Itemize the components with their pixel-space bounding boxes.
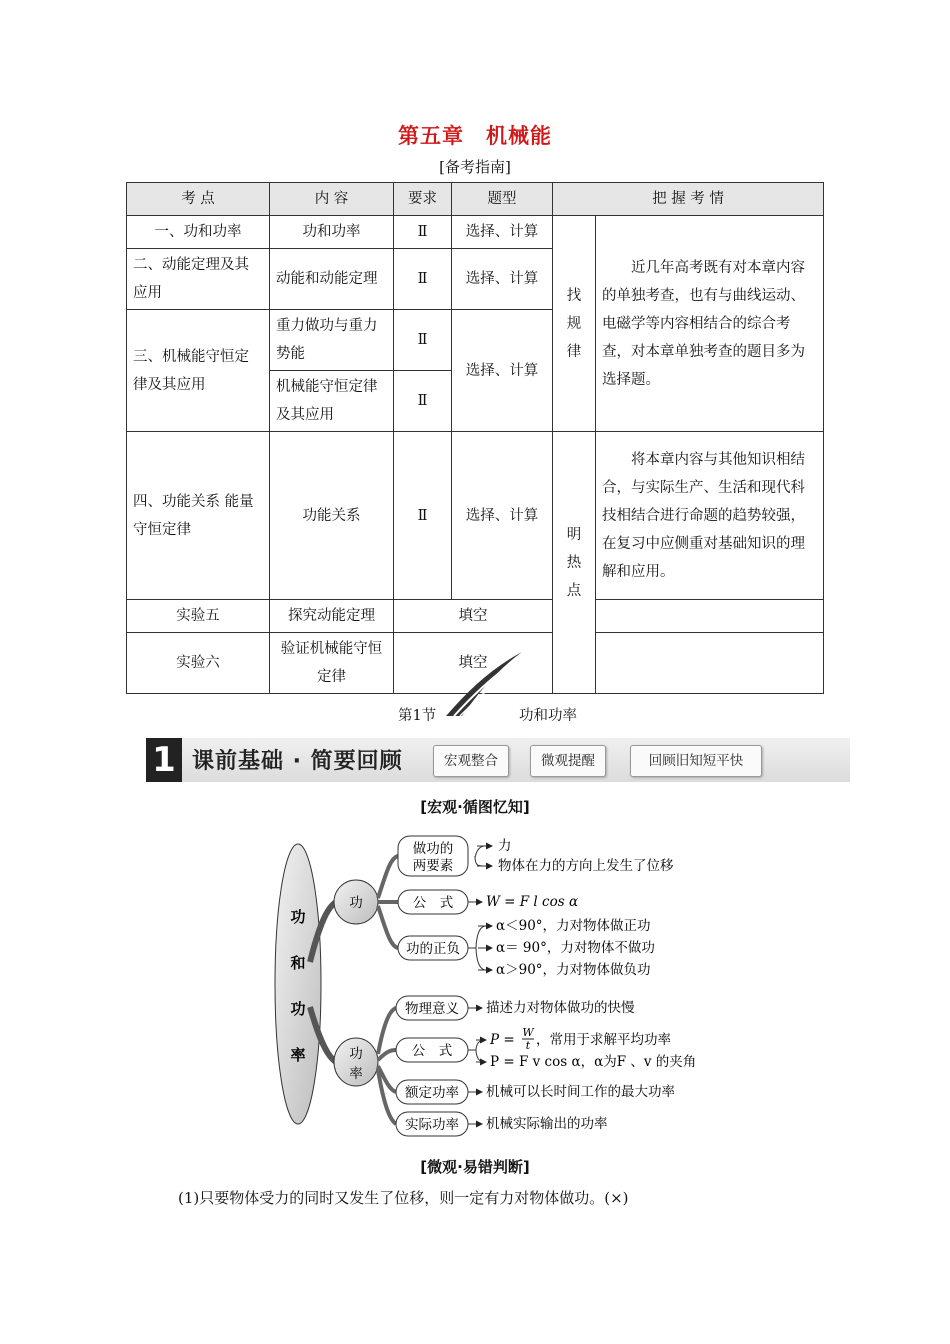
work-branch-formula: 公 式 [412,895,454,911]
micro-label: [微观·易错判断] [420,1158,530,1176]
banner-title: 课前基础 · 简要回顾 [192,749,403,774]
side-text-hotspot: 将本章内容与其他知识相结合，与实际生产、生活和现代科技相结合进行命题的趋势较强，在复习中应侧重对基础知识的理解和应用。 [596,432,824,600]
root-char: 功 [290,1000,306,1018]
content-cell: 验证机械能守恒定律 [270,633,394,694]
exam-guide-table [126,182,824,694]
power-node: 功 [349,1046,363,1062]
content-cell: 动能和动能定理 [270,249,394,310]
header-type: 题型 [452,183,553,216]
header-situation: 把 握 考 情 [553,183,824,216]
header-requirement: 要求 [394,183,452,216]
root-char: 率 [290,1046,306,1064]
type-cell: 选择、计算 [452,216,553,249]
type-cell: 选择、计算 [452,249,553,310]
req-cell: Ⅱ [394,371,452,432]
table-header-row [127,183,824,216]
swoosh-decoration-icon [440,648,530,720]
section-number: 第1节 [398,708,437,724]
root-char: 功 [290,908,306,926]
side-text-pattern: 近几年高考既有对本章内容的单独考查，也有与曲线运动、电磁学等内容相结合的综合考查，对本章单独考查的题目多为选择题。 [596,216,824,432]
type-cell: 选择、计算 [452,310,553,432]
topic-cell: 二、动能定理及其应用 [127,249,270,310]
pill-review: 回顾旧知短平快 [630,745,762,777]
req-cell: Ⅱ [394,249,452,310]
banner-badge: 1 [146,738,182,782]
type-cell: 填空 [394,600,553,633]
pill-macro: 宏观整合 [433,745,509,777]
req-cell: Ⅱ [394,310,452,371]
work-branch-elements: 做功的 [412,841,454,857]
power-avg-lhs: P = [490,1032,515,1048]
topic-cell: 四、功能关系 能量守恒定律 [127,432,270,600]
table-row [127,432,824,600]
work-sign-item: α＞90°，力对物体做负功 [496,962,651,978]
empty-cell [596,633,824,694]
topic-cell: 实验五 [127,600,270,633]
work-node: 功 [349,895,363,911]
header-content: 内 容 [270,183,394,216]
content-cell: 重力做功与重力势能 [270,310,394,371]
section-title: 功和功率 [519,708,577,724]
chapter-title: 第五章 机械能 [398,123,552,148]
power-branch-meaning: 物理意义 [405,1001,459,1017]
power-branch-rated: 额定功率 [405,1085,459,1101]
work-formula: W = F l cos α [486,894,579,910]
type-cell: 选择、计算 [452,432,553,600]
guide-label: [备考指南] [439,158,511,176]
content-cell: 机械能守恒定律及其应用 [270,371,394,432]
table-row [127,600,824,633]
work-branch-sign: 功的正负 [406,941,460,957]
power-avg-num: W [522,1026,534,1039]
work-item: 物体在力的方向上发生了位移 [498,858,674,874]
content-cell: 探究动能定理 [270,600,394,633]
power-avg-den: t [525,1039,531,1052]
side-label-hotspot: 明热点 [553,432,596,694]
macro-label: [宏观·循图忆知] [420,798,530,816]
work-item: 力 [498,838,512,854]
work-sign-item: α＜90°，力对物体做正功 [496,918,651,934]
type-cell: 填空 [394,633,553,694]
topic-cell: 三、机械能守恒定律及其应用 [127,310,270,432]
power-item: ，常用于求解平均功率 [536,1032,671,1048]
topic-cell: 实验六 [127,633,270,694]
table-row [127,216,824,249]
work-sign-item: α＝ 90°，力对物体不做功 [496,940,655,956]
power-branch-actual: 实际功率 [405,1117,459,1133]
power-item: 机械可以长时间工作的最大功率 [486,1084,675,1100]
power-item: P = F v cos α，α为F 、v 的夹角 [490,1054,697,1070]
header-topic: 考 点 [127,183,270,216]
topic-cell: 一、功和功率 [127,216,270,249]
empty-cell [596,600,824,633]
power-branch-formula: 公 式 [411,1043,453,1059]
req-cell: Ⅱ [394,216,452,249]
root-char: 和 [290,954,306,972]
power-node-2: 率 [349,1066,363,1082]
content-cell: 功能关系 [270,432,394,600]
mind-map [270,822,730,1142]
power-item: 机械实际输出的功率 [486,1116,608,1132]
side-label-pattern: 找规律 [553,216,596,432]
req-cell: Ⅱ [394,432,452,600]
pill-micro: 微观提醒 [530,745,606,777]
work-branch-elements-2: 两要素 [412,858,454,874]
content-cell: 功和功率 [270,216,394,249]
power-item: 描述力对物体做功的快慢 [486,1000,635,1016]
judgement-1: (1)只要物体受力的同时又发生了位移，则一定有力对物体做功。(×) [178,1189,629,1207]
